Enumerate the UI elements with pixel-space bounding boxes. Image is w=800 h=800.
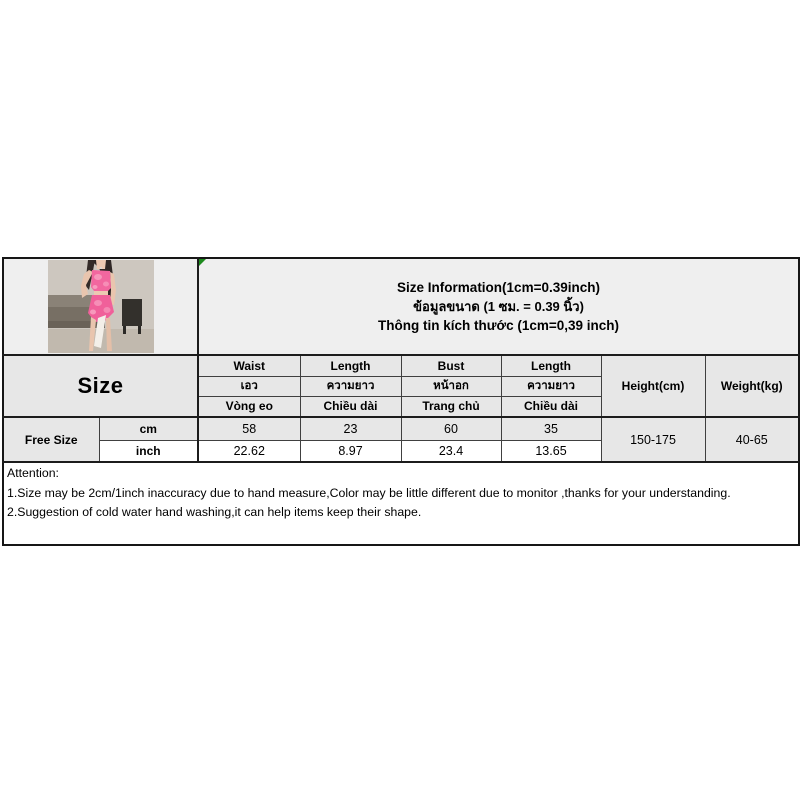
attention-note-2: 2.Suggestion of cold water hand washing,it can help items keep their shape. (7, 505, 422, 519)
value-bust-cm: 60 (401, 417, 501, 440)
value-length2-inch: 13.65 (501, 440, 601, 462)
col-header-length1-vi: Chiều dài (300, 396, 401, 417)
col-header-length2-th: ความยาว (501, 376, 601, 396)
value-height: 150-175 (601, 417, 705, 462)
col-header-length1-en: Length (300, 355, 401, 376)
size-info-title-vi: Thông tin kích thước (1cm=0,39 inch) (378, 318, 620, 333)
col-header-waist-th: เอว (198, 376, 300, 396)
col-header-bust-vi: Trang chủ (401, 396, 501, 417)
cell-comment-marker-icon (199, 259, 206, 266)
col-header-weight: Weight(kg) (705, 355, 799, 417)
size-information-header-cell (198, 258, 799, 355)
value-waist-inch: 22.62 (198, 440, 300, 462)
col-header-height: Height(cm) (601, 355, 705, 417)
unit-label-inch: inch (99, 440, 198, 462)
size-info-title-th: ข้อมูลขนาด (1 ซม. = 0.39 นิ้ว) (413, 299, 584, 314)
col-header-waist-vi: Vòng eo (198, 396, 300, 417)
col-header-bust-en: Bust (401, 355, 501, 376)
value-bust-inch: 23.4 (401, 440, 501, 462)
col-header-length2-vi: Chiều dài (501, 396, 601, 417)
unit-label-cm: cm (99, 417, 198, 440)
size-chart-sheet (2, 257, 798, 546)
product-photo-image (48, 260, 154, 353)
value-length1-inch: 8.97 (300, 440, 401, 462)
col-header-length2-en: Length (501, 355, 601, 376)
product-photo-cell (3, 258, 198, 355)
value-length1-cm: 23 (300, 417, 401, 440)
value-length2-cm: 35 (501, 417, 601, 440)
size-corner-label: Size (3, 355, 198, 417)
size-chart-table (2, 257, 800, 546)
attention-notes-cell (3, 462, 799, 545)
col-header-waist-en: Waist (198, 355, 300, 376)
size-row-label: Free Size (3, 417, 99, 462)
size-info-title-en: Size Information(1cm=0.39inch) (397, 280, 600, 295)
value-waist-cm: 58 (198, 417, 300, 440)
col-header-bust-th: หน้าอก (401, 376, 501, 396)
value-weight: 40-65 (705, 417, 799, 462)
col-header-length1-th: ความยาว (300, 376, 401, 396)
attention-title: Attention: (7, 466, 59, 480)
attention-note-1: 1.Size may be 2cm/1inch inaccuracy due to hand measure,Color may be little different due to monitor ,thanks for your understanding. (7, 485, 731, 500)
